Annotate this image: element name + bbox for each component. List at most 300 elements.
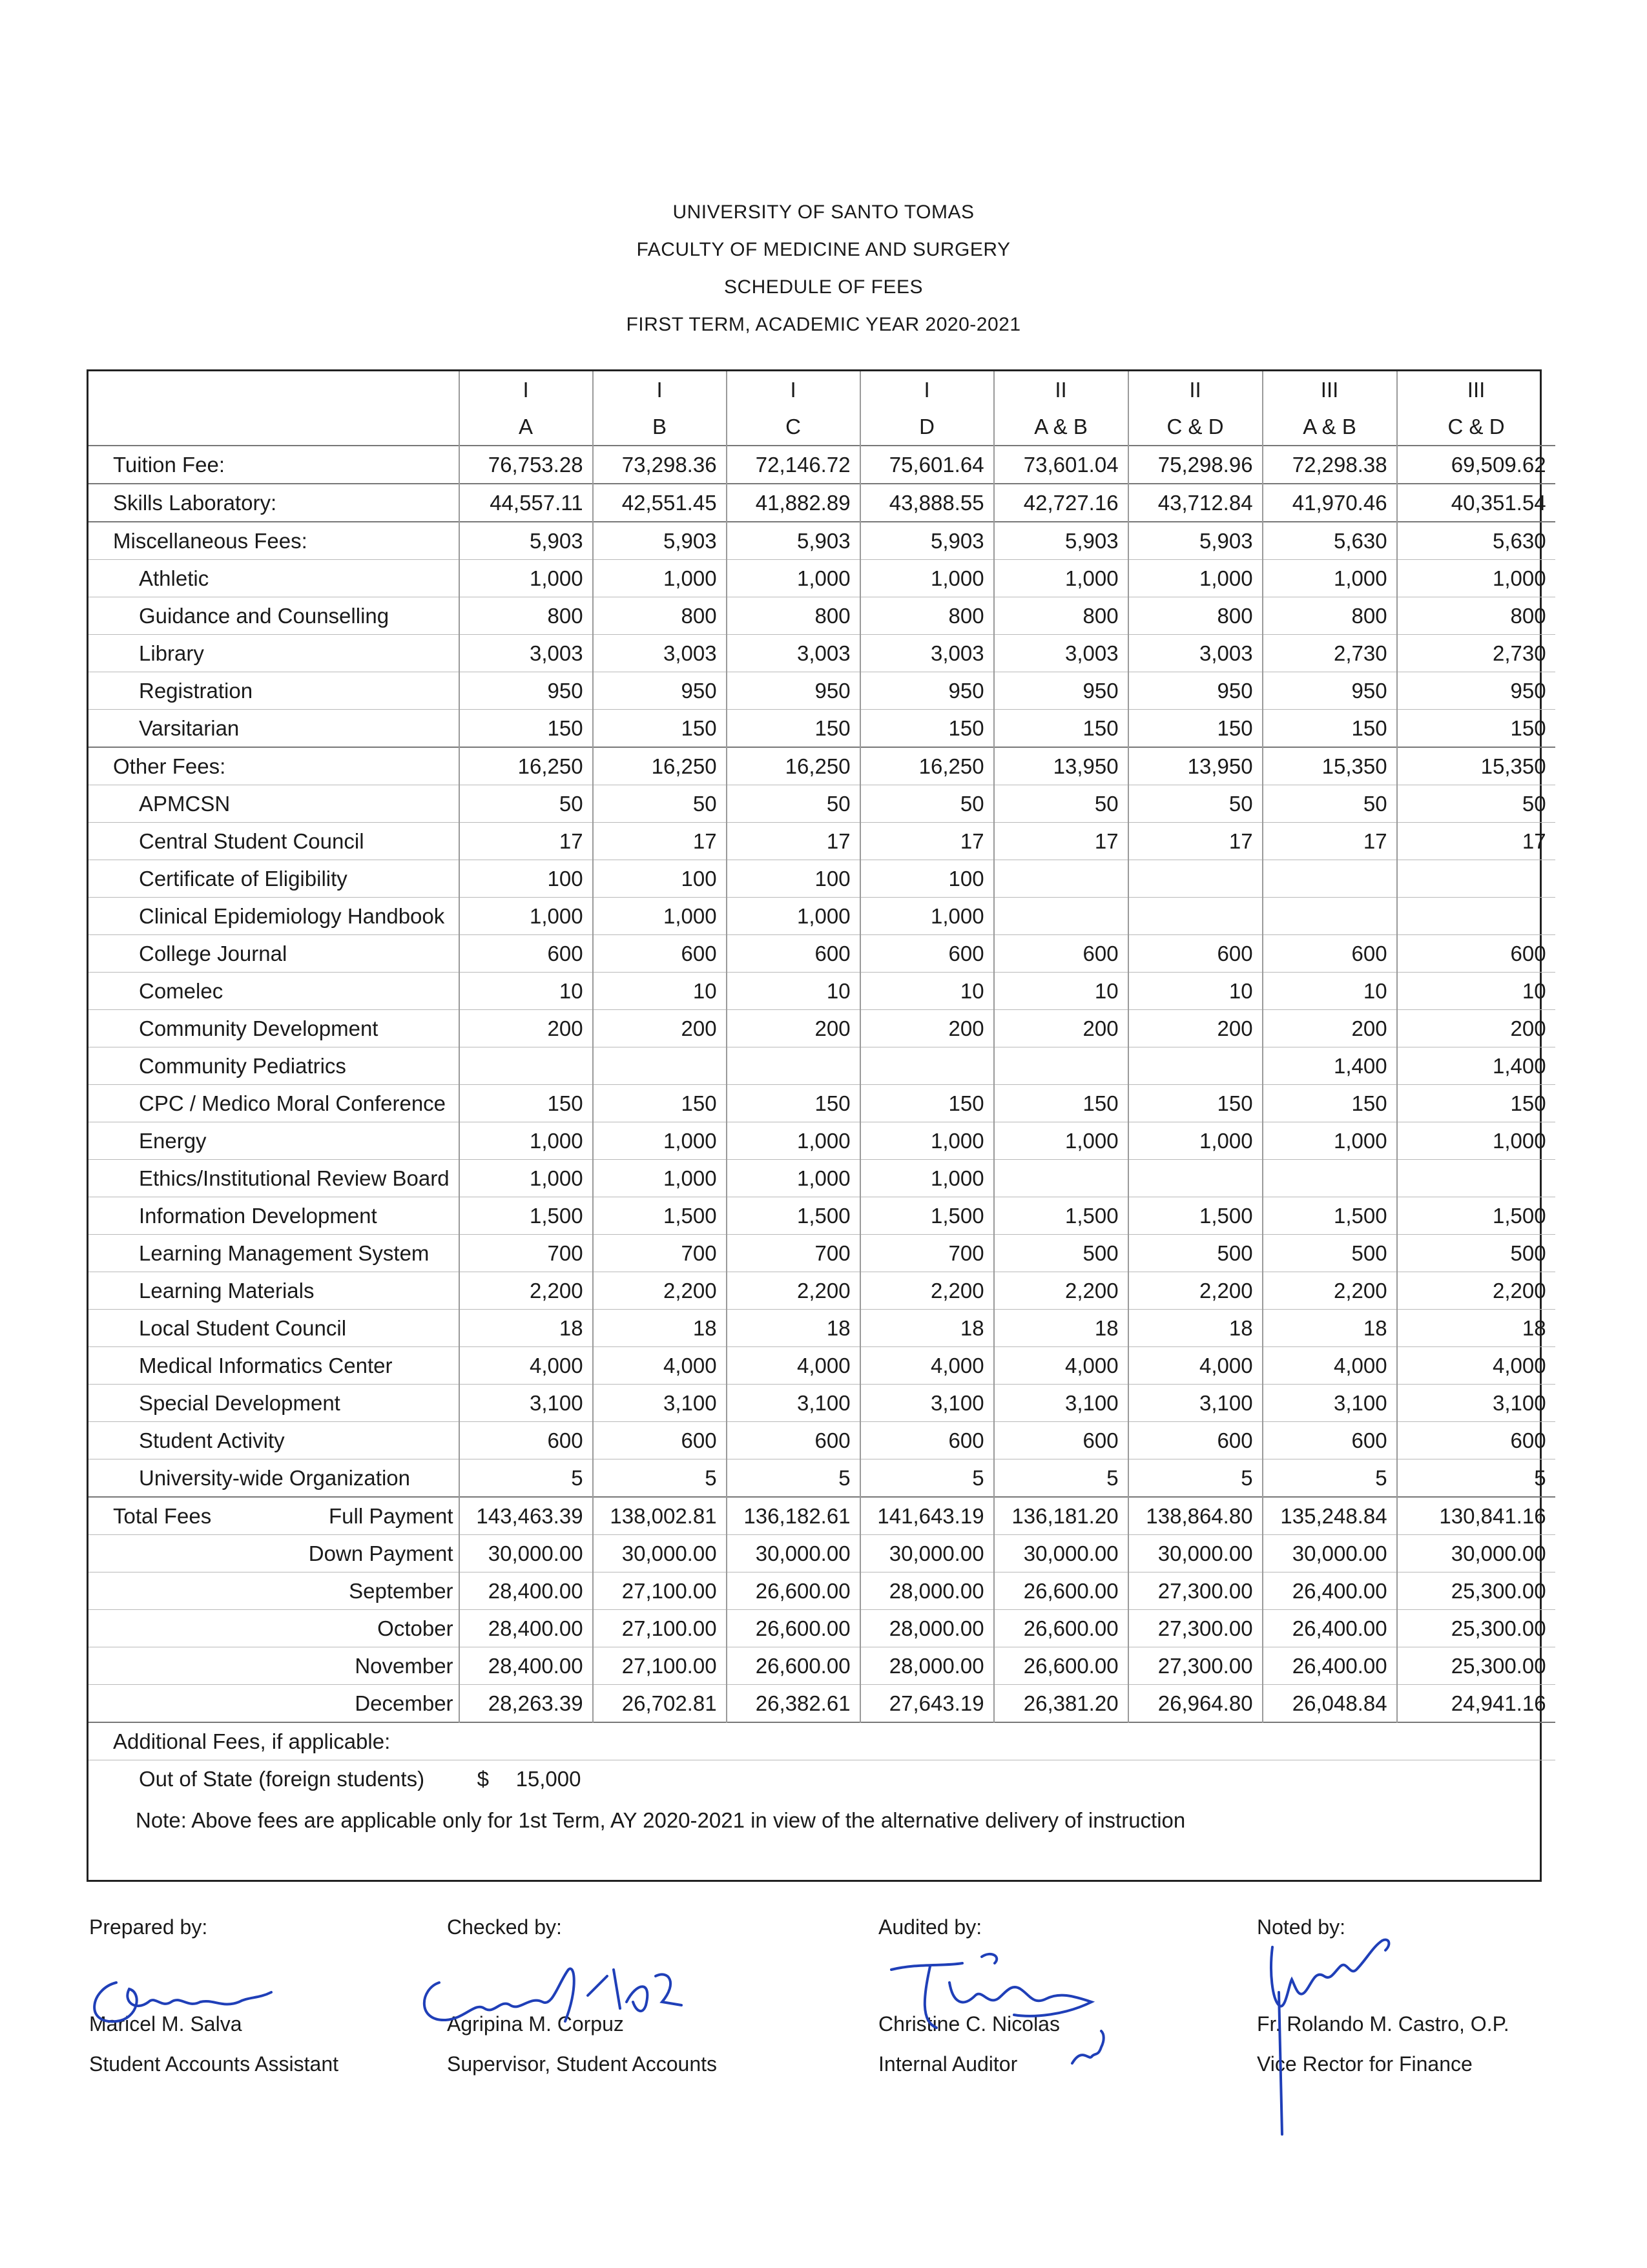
fee-amount: 600 bbox=[459, 935, 593, 973]
payment-amount: 26,382.61 bbox=[727, 1685, 860, 1723]
payment-amount: 30,000.00 bbox=[1263, 1535, 1397, 1572]
total-fees-label: Total Fees bbox=[113, 1503, 212, 1528]
fee-amount: 50 bbox=[994, 785, 1128, 823]
note-text: Note: Above fees are applicable only for 1st Term, AY 2020-2021 in view of the alternative delivery of instruction bbox=[136, 1808, 1186, 1832]
fee-amount bbox=[1128, 898, 1263, 935]
audited-by-label: Audited by: bbox=[878, 1915, 982, 1939]
fee-row bbox=[88, 522, 1555, 560]
fee-amount: 1,000 bbox=[459, 1122, 593, 1160]
fee-amount: 5 bbox=[593, 1459, 727, 1498]
fee-label: University-wide Organization bbox=[88, 1459, 459, 1498]
fee-amount: 3,100 bbox=[1128, 1385, 1263, 1422]
payment-amount: 26,600.00 bbox=[994, 1647, 1128, 1685]
fee-amount: 800 bbox=[459, 597, 593, 635]
fee-amount: 150 bbox=[459, 710, 593, 748]
payment-amount: 30,000.00 bbox=[1397, 1535, 1555, 1572]
fee-amount: 950 bbox=[727, 672, 860, 710]
fee-amount: 500 bbox=[1397, 1235, 1555, 1272]
payment-amount: 138,864.80 bbox=[1128, 1497, 1263, 1535]
fee-label: Ethics/Institutional Review Board bbox=[88, 1160, 459, 1197]
signature-corpuz bbox=[413, 1944, 685, 2034]
prepared-by-label: Prepared by: bbox=[89, 1915, 208, 1939]
fee-amount: 5,630 bbox=[1263, 522, 1397, 560]
schedule-title: SCHEDULE OF FEES bbox=[723, 276, 924, 298]
payment-amount: 26,600.00 bbox=[727, 1610, 860, 1647]
fee-amount bbox=[727, 1047, 860, 1085]
fee-amount: 16,250 bbox=[593, 747, 727, 785]
fee-amount bbox=[1128, 860, 1263, 898]
payment-amount: 27,100.00 bbox=[593, 1610, 727, 1647]
fee-amount: 600 bbox=[593, 935, 727, 973]
fee-amount: 600 bbox=[1397, 935, 1555, 973]
fee-amount: 10 bbox=[459, 973, 593, 1010]
fee-amount: 10 bbox=[593, 973, 727, 1010]
fee-row bbox=[88, 597, 1555, 635]
fee-amount: 150 bbox=[994, 710, 1128, 748]
column-year-header: III bbox=[1263, 371, 1397, 408]
fee-amount: 1,000 bbox=[593, 1160, 727, 1197]
fee-amount: 16,250 bbox=[727, 747, 860, 785]
currency-symbol: $ bbox=[477, 1766, 489, 1791]
fee-amount: 5 bbox=[459, 1459, 593, 1498]
noter-name: Fr. Rolando M. Castro, O.P. bbox=[1257, 2012, 1509, 2036]
fee-amount: 73,298.36 bbox=[593, 446, 727, 484]
fee-amount: 43,888.55 bbox=[860, 484, 994, 522]
fee-amount: 1,000 bbox=[727, 1160, 860, 1197]
payment-label: November bbox=[88, 1647, 459, 1685]
fee-amount bbox=[459, 1047, 593, 1085]
fee-label: Certificate of Eligibility bbox=[88, 860, 459, 898]
payment-amount: 25,300.00 bbox=[1397, 1572, 1555, 1610]
fee-label: Community Pediatrics bbox=[88, 1047, 459, 1085]
fee-amount: 200 bbox=[1263, 1010, 1397, 1047]
fee-amount: 3,100 bbox=[727, 1385, 860, 1422]
fee-amount: 600 bbox=[860, 935, 994, 973]
fee-label: Clinical Epidemiology Handbook bbox=[88, 898, 459, 935]
fee-amount: 950 bbox=[1397, 672, 1555, 710]
fee-amount bbox=[860, 1047, 994, 1085]
checked-by-label: Checked by: bbox=[447, 1915, 562, 1939]
payment-row bbox=[88, 1535, 1555, 1572]
payment-amount: 30,000.00 bbox=[994, 1535, 1128, 1572]
fee-amount: 950 bbox=[860, 672, 994, 710]
payment-amount: 30,000.00 bbox=[860, 1535, 994, 1572]
fee-label: Community Development bbox=[88, 1010, 459, 1047]
column-section-header: A & B bbox=[1263, 408, 1397, 446]
fee-amount: 5 bbox=[1263, 1459, 1397, 1498]
fee-amount bbox=[593, 1047, 727, 1085]
fee-amount: 3,100 bbox=[1397, 1385, 1555, 1422]
fee-amount: 3,003 bbox=[459, 635, 593, 672]
fee-amount: 75,298.96 bbox=[1128, 446, 1263, 484]
fee-amount: 5 bbox=[860, 1459, 994, 1498]
fee-amount: 1,000 bbox=[593, 898, 727, 935]
fee-row bbox=[88, 1272, 1555, 1310]
fee-amount: 600 bbox=[1263, 935, 1397, 973]
fee-amount: 50 bbox=[1263, 785, 1397, 823]
fee-row bbox=[88, 1347, 1555, 1385]
fee-row bbox=[88, 747, 1555, 785]
fee-amount: 600 bbox=[1128, 935, 1263, 973]
fee-amount: 150 bbox=[459, 1085, 593, 1122]
fee-amount: 5 bbox=[994, 1459, 1128, 1498]
payment-amount: 136,182.61 bbox=[727, 1497, 860, 1535]
column-year-header: III bbox=[1397, 371, 1555, 408]
fee-amount: 1,000 bbox=[860, 1160, 994, 1197]
fee-amount: 10 bbox=[994, 973, 1128, 1010]
additional-item-row bbox=[88, 1760, 1555, 1798]
fee-amount: 600 bbox=[593, 1422, 727, 1459]
payment-amount: 27,300.00 bbox=[1128, 1647, 1263, 1685]
payment-label: December bbox=[88, 1685, 459, 1723]
payment-amount: 26,600.00 bbox=[727, 1647, 860, 1685]
fee-amount: 69,509.62 bbox=[1397, 446, 1555, 484]
auditor-name: Christine C. Nicolas bbox=[878, 2012, 1060, 2036]
fee-amount: 2,200 bbox=[727, 1272, 860, 1310]
fee-label: CPC / Medico Moral Conference bbox=[88, 1085, 459, 1122]
fee-amount: 950 bbox=[1128, 672, 1263, 710]
fee-amount: 50 bbox=[1128, 785, 1263, 823]
payment-amount: 27,100.00 bbox=[593, 1647, 727, 1685]
payment-amount: 28,000.00 bbox=[860, 1572, 994, 1610]
fee-amount: 3,003 bbox=[860, 635, 994, 672]
fee-amount: 1,000 bbox=[1397, 1122, 1555, 1160]
fee-amount: 5,630 bbox=[1397, 522, 1555, 560]
fee-amount: 800 bbox=[593, 597, 727, 635]
fee-amount: 1,000 bbox=[1397, 560, 1555, 597]
fee-amount: 600 bbox=[994, 935, 1128, 973]
fee-label: APMCSN bbox=[88, 785, 459, 823]
fee-amount: 50 bbox=[860, 785, 994, 823]
fee-amount: 150 bbox=[1128, 710, 1263, 748]
payment-amount: 26,600.00 bbox=[994, 1610, 1128, 1647]
fee-amount: 1,500 bbox=[1128, 1197, 1263, 1235]
fee-row bbox=[88, 1310, 1555, 1347]
fee-amount: 10 bbox=[1263, 973, 1397, 1010]
fee-amount: 150 bbox=[593, 710, 727, 748]
fee-amount: 1,000 bbox=[459, 1160, 593, 1197]
auditor-title: Internal Auditor bbox=[878, 2052, 1018, 2076]
fee-row bbox=[88, 560, 1555, 597]
preparer-title: Student Accounts Assistant bbox=[89, 2052, 339, 2076]
fee-amount: 1,000 bbox=[994, 1122, 1128, 1160]
fee-label: Other Fees: bbox=[88, 747, 459, 785]
fee-amount: 50 bbox=[459, 785, 593, 823]
fee-amount: 17 bbox=[1397, 823, 1555, 860]
fee-amount: 40,351.54 bbox=[1397, 484, 1555, 522]
fee-amount: 4,000 bbox=[459, 1347, 593, 1385]
fee-label: Comelec bbox=[88, 973, 459, 1010]
payment-amount: 138,002.81 bbox=[593, 1497, 727, 1535]
fee-label: Skills Laboratory: bbox=[88, 484, 459, 522]
payment-amount: 27,100.00 bbox=[593, 1572, 727, 1610]
additional-amount: 15,000 bbox=[515, 1766, 581, 1791]
fee-amount: 600 bbox=[1128, 1422, 1263, 1459]
column-section-header: C & D bbox=[1128, 408, 1263, 446]
fee-amount bbox=[1128, 1160, 1263, 1197]
fee-amount: 4,000 bbox=[860, 1347, 994, 1385]
fee-amount: 200 bbox=[727, 1010, 860, 1047]
column-section-header: C & D bbox=[1397, 408, 1555, 446]
fee-amount: 76,753.28 bbox=[459, 446, 593, 484]
fee-row bbox=[88, 1122, 1555, 1160]
fee-amount: 700 bbox=[459, 1235, 593, 1272]
fee-amount: 2,200 bbox=[860, 1272, 994, 1310]
payment-amount: 141,643.19 bbox=[860, 1497, 994, 1535]
fee-amount bbox=[1397, 1160, 1555, 1197]
fee-amount: 600 bbox=[994, 1422, 1128, 1459]
fee-amount: 3,003 bbox=[727, 635, 860, 672]
fee-amount: 500 bbox=[1128, 1235, 1263, 1272]
fee-amount: 150 bbox=[1397, 1085, 1555, 1122]
fee-amount: 950 bbox=[593, 672, 727, 710]
fee-amount: 1,500 bbox=[994, 1197, 1128, 1235]
fee-label: Learning Management System bbox=[88, 1235, 459, 1272]
payment-row bbox=[88, 1497, 1555, 1535]
fee-amount: 1,000 bbox=[1263, 1122, 1397, 1160]
fee-amount: 200 bbox=[459, 1010, 593, 1047]
fee-amount bbox=[994, 1160, 1128, 1197]
column-header-row bbox=[88, 371, 1555, 408]
fee-amount: 1,500 bbox=[1263, 1197, 1397, 1235]
fee-amount: 100 bbox=[459, 860, 593, 898]
fee-amount: 150 bbox=[1397, 710, 1555, 748]
payment-amount: 28,263.39 bbox=[459, 1685, 593, 1723]
fee-row bbox=[88, 710, 1555, 748]
preparer-name: Maricel M. Salva bbox=[89, 2012, 242, 2036]
fee-amount: 1,000 bbox=[593, 1122, 727, 1160]
fee-row bbox=[88, 635, 1555, 672]
fee-amount: 10 bbox=[727, 973, 860, 1010]
column-year-header: II bbox=[994, 371, 1128, 408]
fee-amount: 5,903 bbox=[860, 522, 994, 560]
fee-amount: 1,000 bbox=[860, 560, 994, 597]
fee-amount: 72,298.38 bbox=[1263, 446, 1397, 484]
fee-amount: 3,003 bbox=[593, 635, 727, 672]
fee-amount: 50 bbox=[727, 785, 860, 823]
payment-amount: 24,941.16 bbox=[1397, 1685, 1555, 1723]
fee-label: Central Student Council bbox=[88, 823, 459, 860]
fee-amount: 10 bbox=[1128, 973, 1263, 1010]
payment-amount: 30,000.00 bbox=[1128, 1535, 1263, 1572]
fee-schedule-table bbox=[88, 371, 1555, 1797]
signature-salva bbox=[78, 1963, 284, 2034]
payment-amount: 30,000.00 bbox=[727, 1535, 860, 1572]
fee-row bbox=[88, 1047, 1555, 1085]
fee-amount: 100 bbox=[727, 860, 860, 898]
header-blank bbox=[88, 371, 459, 408]
fee-label: Special Development bbox=[88, 1385, 459, 1422]
fee-amount: 150 bbox=[860, 710, 994, 748]
fee-amount: 2,200 bbox=[593, 1272, 727, 1310]
payment-amount: 143,463.39 bbox=[459, 1497, 593, 1535]
fee-amount: 17 bbox=[593, 823, 727, 860]
fee-amount: 1,500 bbox=[593, 1197, 727, 1235]
fee-amount: 41,970.46 bbox=[1263, 484, 1397, 522]
fee-amount: 18 bbox=[1263, 1310, 1397, 1347]
fee-amount: 800 bbox=[1128, 597, 1263, 635]
fee-amount: 3,100 bbox=[593, 1385, 727, 1422]
column-section-header: C bbox=[727, 408, 860, 446]
fee-amount: 600 bbox=[727, 1422, 860, 1459]
fee-amount bbox=[1263, 898, 1397, 935]
fee-amount: 200 bbox=[994, 1010, 1128, 1047]
fee-amount bbox=[994, 860, 1128, 898]
payment-label: October bbox=[88, 1610, 459, 1647]
fee-amount: 2,200 bbox=[1128, 1272, 1263, 1310]
fee-label: Registration bbox=[88, 672, 459, 710]
fee-amount: 150 bbox=[593, 1085, 727, 1122]
payment-amount: 26,400.00 bbox=[1263, 1610, 1397, 1647]
payment-row bbox=[88, 1572, 1555, 1610]
fee-amount: 800 bbox=[1397, 597, 1555, 635]
header-blank bbox=[88, 408, 459, 446]
fee-amount: 75,601.64 bbox=[860, 446, 994, 484]
fee-amount: 72,146.72 bbox=[727, 446, 860, 484]
fee-amount: 100 bbox=[860, 860, 994, 898]
fee-amount: 5,903 bbox=[994, 522, 1128, 560]
fee-amount: 73,601.04 bbox=[994, 446, 1128, 484]
payment-label: Down Payment bbox=[88, 1535, 459, 1572]
payment-row bbox=[88, 1610, 1555, 1647]
term-title: FIRST TERM, ACADEMIC YEAR 2020-2021 bbox=[626, 314, 1021, 335]
faculty-name: FACULTY OF MEDICINE AND SURGERY bbox=[636, 239, 1011, 260]
fee-amount: 1,400 bbox=[1263, 1047, 1397, 1085]
fee-amount: 3,100 bbox=[459, 1385, 593, 1422]
payment-row bbox=[88, 1685, 1555, 1723]
fee-amount: 800 bbox=[860, 597, 994, 635]
fee-amount: 2,200 bbox=[459, 1272, 593, 1310]
fee-amount: 200 bbox=[860, 1010, 994, 1047]
column-section-header: A & B bbox=[994, 408, 1128, 446]
fee-amount bbox=[1263, 1160, 1397, 1197]
fee-amount: 4,000 bbox=[994, 1347, 1128, 1385]
column-year-header: I bbox=[459, 371, 593, 408]
fee-amount: 43,712.84 bbox=[1128, 484, 1263, 522]
fee-label: Medical Informatics Center bbox=[88, 1347, 459, 1385]
fee-amount: 3,003 bbox=[1128, 635, 1263, 672]
payment-amount: 30,000.00 bbox=[459, 1535, 593, 1572]
fee-amount: 1,000 bbox=[459, 560, 593, 597]
fee-amount: 5,903 bbox=[1128, 522, 1263, 560]
fee-amount: 2,200 bbox=[994, 1272, 1128, 1310]
document-header bbox=[0, 194, 1647, 344]
fee-row bbox=[88, 1160, 1555, 1197]
fee-amount: 2,200 bbox=[1397, 1272, 1555, 1310]
fee-amount: 150 bbox=[1263, 710, 1397, 748]
fee-amount: 13,950 bbox=[1128, 747, 1263, 785]
fee-label: Local Student Council bbox=[88, 1310, 459, 1347]
fee-amount: 1,000 bbox=[593, 560, 727, 597]
additional-heading: Additional Fees, if applicable: bbox=[88, 1722, 1555, 1760]
fee-row bbox=[88, 860, 1555, 898]
fee-amount: 1,500 bbox=[727, 1197, 860, 1235]
fee-label: Varsitarian bbox=[88, 710, 459, 748]
fee-amount: 700 bbox=[860, 1235, 994, 1272]
fee-amount: 2,730 bbox=[1397, 635, 1555, 672]
fee-amount: 41,882.89 bbox=[727, 484, 860, 522]
fee-amount: 1,000 bbox=[727, 1122, 860, 1160]
fee-amount: 17 bbox=[727, 823, 860, 860]
fee-amount: 1,500 bbox=[860, 1197, 994, 1235]
payment-amount: 26,600.00 bbox=[994, 1572, 1128, 1610]
payment-amount: 28,400.00 bbox=[459, 1647, 593, 1685]
fee-amount: 700 bbox=[727, 1235, 860, 1272]
fee-label: Library bbox=[88, 635, 459, 672]
payment-amount: 28,000.00 bbox=[860, 1647, 994, 1685]
fee-amount: 600 bbox=[1397, 1422, 1555, 1459]
column-section-header: B bbox=[593, 408, 727, 446]
fee-amount: 44,557.11 bbox=[459, 484, 593, 522]
payment-amount: 26,702.81 bbox=[593, 1685, 727, 1723]
fee-amount: 1,000 bbox=[1263, 560, 1397, 597]
additional-heading-row bbox=[88, 1722, 1555, 1760]
noter-title: Vice Rector for Finance bbox=[1257, 2052, 1473, 2076]
fee-amount bbox=[1397, 898, 1555, 935]
fee-amount: 17 bbox=[1263, 823, 1397, 860]
fee-amount: 18 bbox=[860, 1310, 994, 1347]
fee-amount bbox=[994, 1047, 1128, 1085]
fee-amount: 4,000 bbox=[1128, 1347, 1263, 1385]
payment-amount: 30,000.00 bbox=[593, 1535, 727, 1572]
fee-amount: 18 bbox=[593, 1310, 727, 1347]
fee-amount: 17 bbox=[459, 823, 593, 860]
fee-row bbox=[88, 935, 1555, 973]
column-year-header: I bbox=[727, 371, 860, 408]
fee-amount: 600 bbox=[1263, 1422, 1397, 1459]
fee-amount: 3,100 bbox=[994, 1385, 1128, 1422]
fee-amount: 500 bbox=[1263, 1235, 1397, 1272]
fee-amount: 200 bbox=[1397, 1010, 1555, 1047]
fee-amount: 150 bbox=[727, 1085, 860, 1122]
total-fees-cell bbox=[88, 1497, 459, 1535]
fee-amount: 1,000 bbox=[459, 898, 593, 935]
fee-amount: 200 bbox=[1128, 1010, 1263, 1047]
fee-label: Information Development bbox=[88, 1197, 459, 1235]
fee-amount: 150 bbox=[860, 1085, 994, 1122]
fee-amount: 4,000 bbox=[593, 1347, 727, 1385]
payment-row bbox=[88, 1647, 1555, 1685]
column-year-header: I bbox=[860, 371, 994, 408]
fee-amount: 18 bbox=[727, 1310, 860, 1347]
fee-amount: 5 bbox=[1128, 1459, 1263, 1498]
fee-amount: 1,000 bbox=[860, 1122, 994, 1160]
payment-amount: 136,181.20 bbox=[994, 1497, 1128, 1535]
fee-amount: 150 bbox=[1263, 1085, 1397, 1122]
fee-amount: 17 bbox=[1128, 823, 1263, 860]
payment-amount: 26,964.80 bbox=[1128, 1685, 1263, 1723]
payment-amount: 26,400.00 bbox=[1263, 1572, 1397, 1610]
fee-amount: 50 bbox=[1397, 785, 1555, 823]
payment-amount: 26,400.00 bbox=[1263, 1647, 1397, 1685]
fee-amount: 18 bbox=[1397, 1310, 1555, 1347]
fee-label: College Journal bbox=[88, 935, 459, 973]
fee-amount: 4,000 bbox=[727, 1347, 860, 1385]
fee-amount: 13,950 bbox=[994, 747, 1128, 785]
fee-amount: 800 bbox=[1263, 597, 1397, 635]
fee-amount: 16,250 bbox=[459, 747, 593, 785]
fee-amount: 500 bbox=[994, 1235, 1128, 1272]
fee-amount: 1,000 bbox=[727, 898, 860, 935]
fee-row bbox=[88, 1459, 1555, 1498]
fee-amount: 42,551.45 bbox=[593, 484, 727, 522]
fee-label: Miscellaneous Fees: bbox=[88, 522, 459, 560]
fee-amount: 800 bbox=[727, 597, 860, 635]
fee-amount: 4,000 bbox=[1263, 1347, 1397, 1385]
fee-amount: 1,000 bbox=[727, 560, 860, 597]
fee-amount: 150 bbox=[1128, 1085, 1263, 1122]
payment-amount: 28,000.00 bbox=[860, 1610, 994, 1647]
